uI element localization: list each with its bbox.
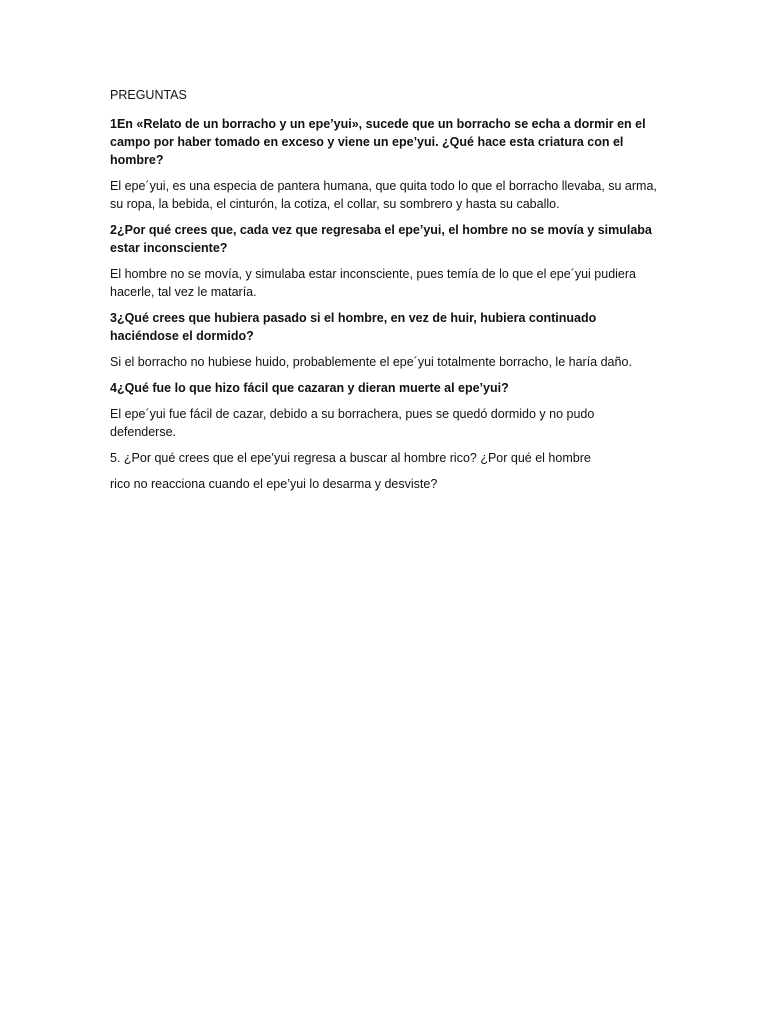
- question-1: 1En «Relato de un borracho y un epe’yui», sucede que un borracho se echa a dormir en el campo por haber tomado en exceso y viene un epe’yui. ¿Qué hace esta criatura con el hombre?: [110, 117, 646, 167]
- question-5-line-1: 5. ¿Por qué crees que el epe’yui regresa a buscar al hombre rico? ¿Por qué el hombre: [110, 451, 591, 465]
- answer-2: El hombre no se movía, y simulaba estar inconsciente, pues temía de lo que el epe´yui pudiera hacerle, tal vez le mataría.: [110, 267, 636, 299]
- question-5-line-2: rico no reacciona cuando el epe’yui lo desarma y desviste?: [110, 477, 438, 491]
- page-heading: PREGUNTAS: [110, 88, 187, 102]
- answer-1: El epe´yui, es una especia de pantera humana, que quita todo lo que el borracho llevaba, su arma, su ropa, la bebida, el cinturón, la cotiza, el collar, su sombrero y hasta su caballo.: [110, 179, 657, 211]
- question-4: 4¿Qué fue lo que hizo fácil que cazaran y dieran muerte al epe’yui?: [110, 381, 509, 395]
- answer-4: El epe´yui fue fácil de cazar, debido a su borrachera, pues se quedó dormido y no pudo defenderse.: [110, 407, 595, 439]
- document-content: [110, 87, 662, 501]
- question-2: 2¿Por qué crees que, cada vez que regresaba el epe’yui, el hombre no se movía y simulaba estar inconsciente?: [110, 223, 652, 255]
- question-3: 3¿Qué crees que hubiera pasado si el hombre, en vez de huir, hubiera continuado haciéndose el dormido?: [110, 311, 597, 343]
- answer-3: Si el borracho no hubiese huido, probablemente el epe´yui totalmente borracho, le haría daño.: [110, 355, 632, 369]
